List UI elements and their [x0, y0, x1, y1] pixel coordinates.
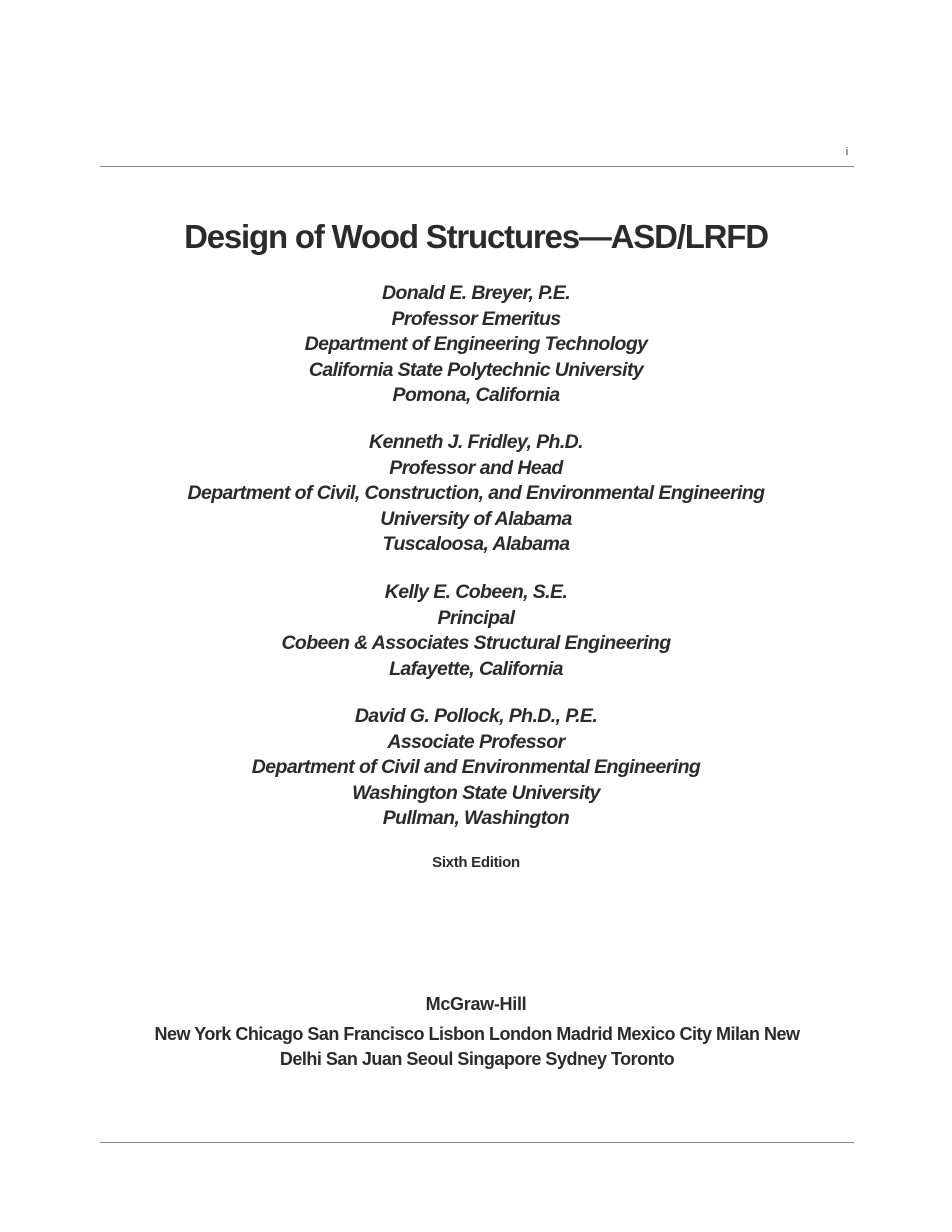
author-department: Department of Civil and Environmental Engineering: [251, 756, 701, 779]
cities-line-1: New York Chicago San Francisco Lisbon London Madrid Mexico City Milan New: [154, 1024, 800, 1044]
author-position: Professor and Head: [389, 456, 563, 479]
author-block-cobeen: [0, 580, 952, 682]
author-institution: California State Polytechnic University: [308, 358, 644, 381]
author-name: Kenneth J. Fridley, Ph.D.: [369, 431, 583, 453]
author-department: Department of Civil, Construction, and Environmental Engineering: [187, 482, 765, 505]
author-location: Pomona, California: [392, 384, 560, 407]
footer-rule: [100, 1142, 854, 1143]
author-name: Kelly E. Cobeen, S.E.: [384, 581, 568, 603]
edition: Sixth Edition: [432, 854, 520, 871]
author-department: Department of Engineering Technology: [304, 333, 648, 356]
author-name: Donald E. Breyer, P.E.: [381, 282, 571, 304]
page-number: i: [845, 146, 849, 158]
book-title: Design of Wood Structures—ASD/LRFD: [184, 218, 768, 255]
author-position: Professor Emeritus: [391, 307, 561, 330]
cities-line-2: Delhi San Juan Seoul Singapore Sydney Toronto: [279, 1049, 675, 1069]
author-institution: Cobeen & Associates Structural Engineering: [281, 632, 671, 655]
author-position: Principal: [437, 606, 515, 629]
author-block-breyer: [0, 281, 952, 409]
author-block-pollock: [0, 704, 952, 832]
author-location: Pullman, Washington: [382, 807, 570, 830]
author-location: Lafayette, California: [389, 657, 563, 680]
author-location: Tuscaloosa, Alabama: [382, 533, 570, 556]
publisher-name: McGraw-Hill: [425, 994, 527, 1014]
author-position: Associate Professor: [387, 730, 565, 753]
author-institution: Washington State University: [352, 781, 600, 804]
publisher-cities: [100, 1022, 854, 1072]
author-institution: University of Alabama: [380, 507, 572, 530]
header-rule: [100, 166, 854, 167]
author-block-fridley: [0, 430, 952, 558]
author-name: David G. Pollock, Ph.D., P.E.: [354, 705, 598, 727]
